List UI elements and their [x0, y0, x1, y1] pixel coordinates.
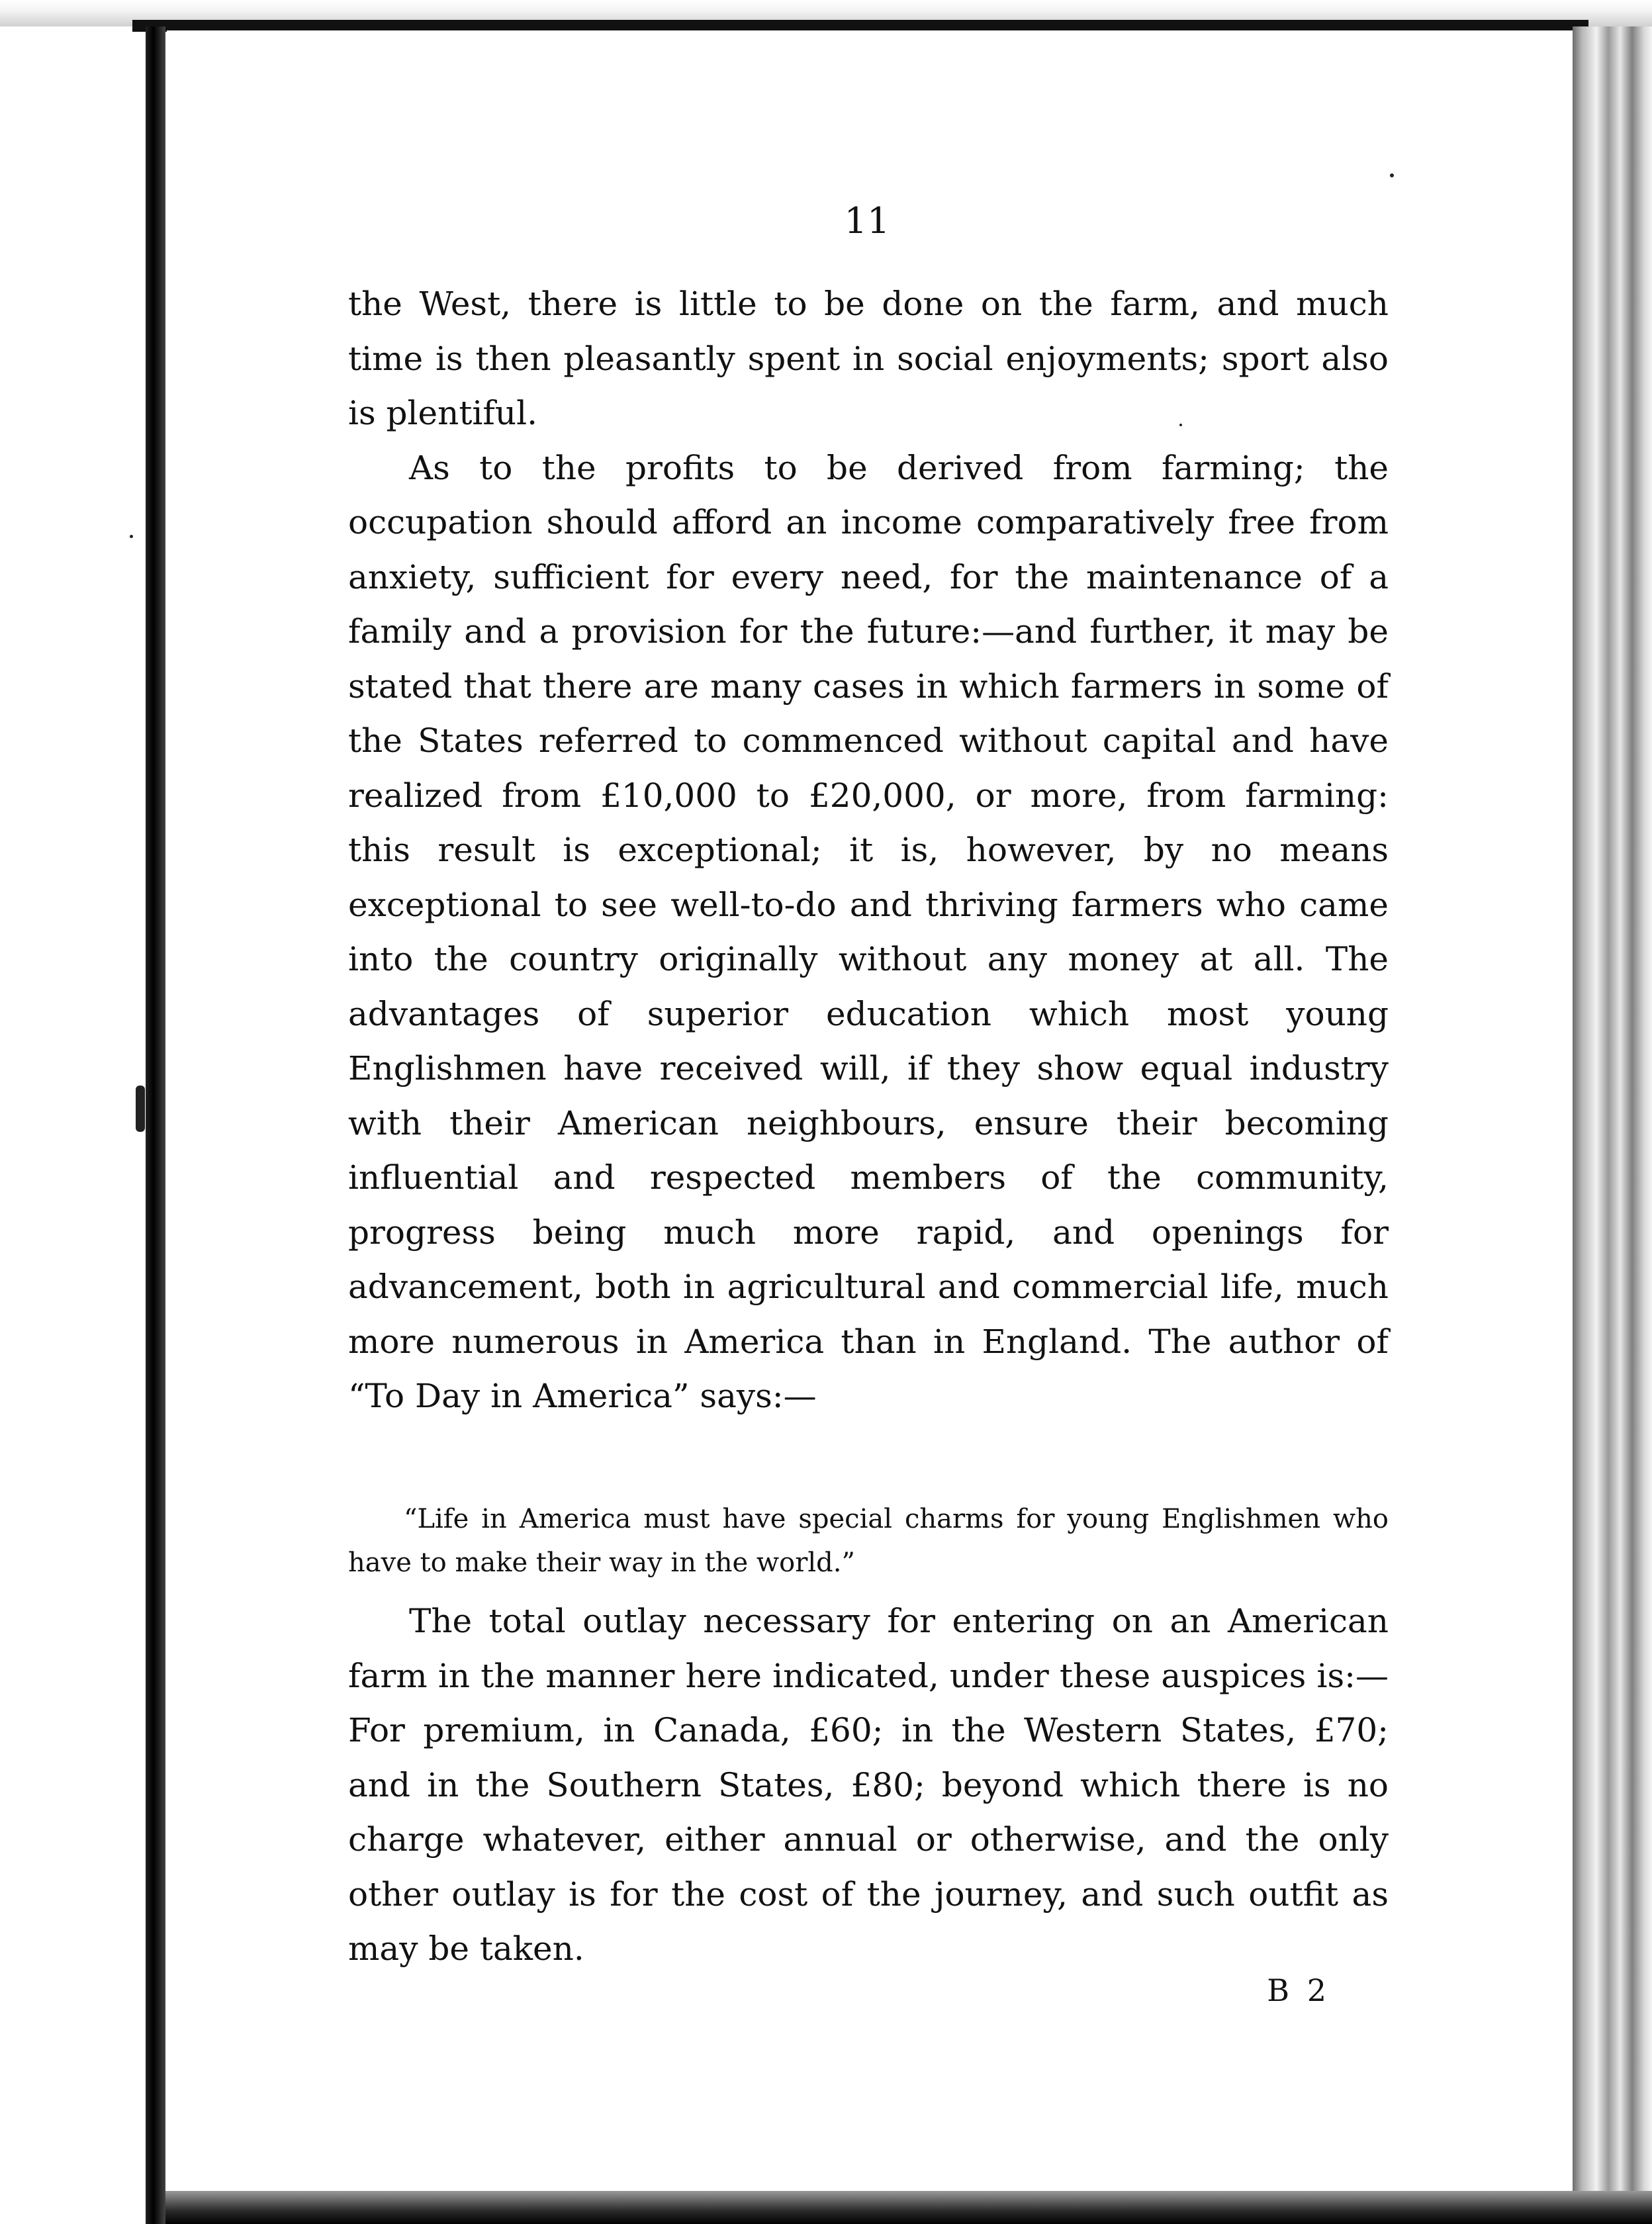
main-text — [348, 277, 1389, 1424]
dust-speck — [1390, 173, 1394, 177]
signature-mark: B 2 — [1267, 1972, 1330, 2008]
closing-text — [348, 1594, 1389, 1976]
dust-speck — [1179, 424, 1182, 426]
paragraph-profits: As to the profits to be derived from farming; the occupation should afford an income comparatively free from anxiety, sufficient for every need, for the maintenance of a family and a provision for the future:—and further, it may be stated that there are many cases in which farmers in some of the States referred to commenced without capital and have realized from £10,000 to £20,000, or more, from farming: this result is exceptional; it is, however, by no means exceptional to see well-to-do and thriving farmers who came into the country originally without any money at all. The advantages of superior education which most young Englishmen have received will, if they show equal industry with their American neighbours, ensure their becoming influential and respected members of the community, progress being much more rapid, and openings for advancement, both in agricultural and commercial life, much more numerous in America than in England. The author of “To Day in America” says:— — [348, 448, 1389, 1415]
paragraph-outlay: The total outlay necessary for entering on an American farm in the manner here indicated, under these auspices is:—For premium, in Canada, £60; in the Western States, £70; and in the Southern States, £80; beyond which there is no charge whatever, either annual or otherwise, and the only other outlay is for the cost of the journey, and such outfit as may be taken. — [348, 1602, 1389, 1968]
quote-text: “Life in America must have special charms for young Englishmen who have to make their way in the world.” — [348, 1504, 1389, 1578]
dust-speck — [130, 535, 133, 538]
block-quote — [348, 1497, 1389, 1585]
book-bottom-edge — [165, 2191, 1652, 2224]
gutter-ink-mark — [136, 1086, 145, 1132]
facing-left-page — [0, 33, 146, 2224]
paragraph-continuation: the West, there is little to be done on the farm, and much time is then pleasantly spent in social enjoyments; sport also is plentiful. — [348, 285, 1389, 432]
page-fore-edge — [1573, 26, 1652, 2224]
page-number: 11 — [844, 200, 890, 242]
book-gutter — [146, 26, 165, 2224]
